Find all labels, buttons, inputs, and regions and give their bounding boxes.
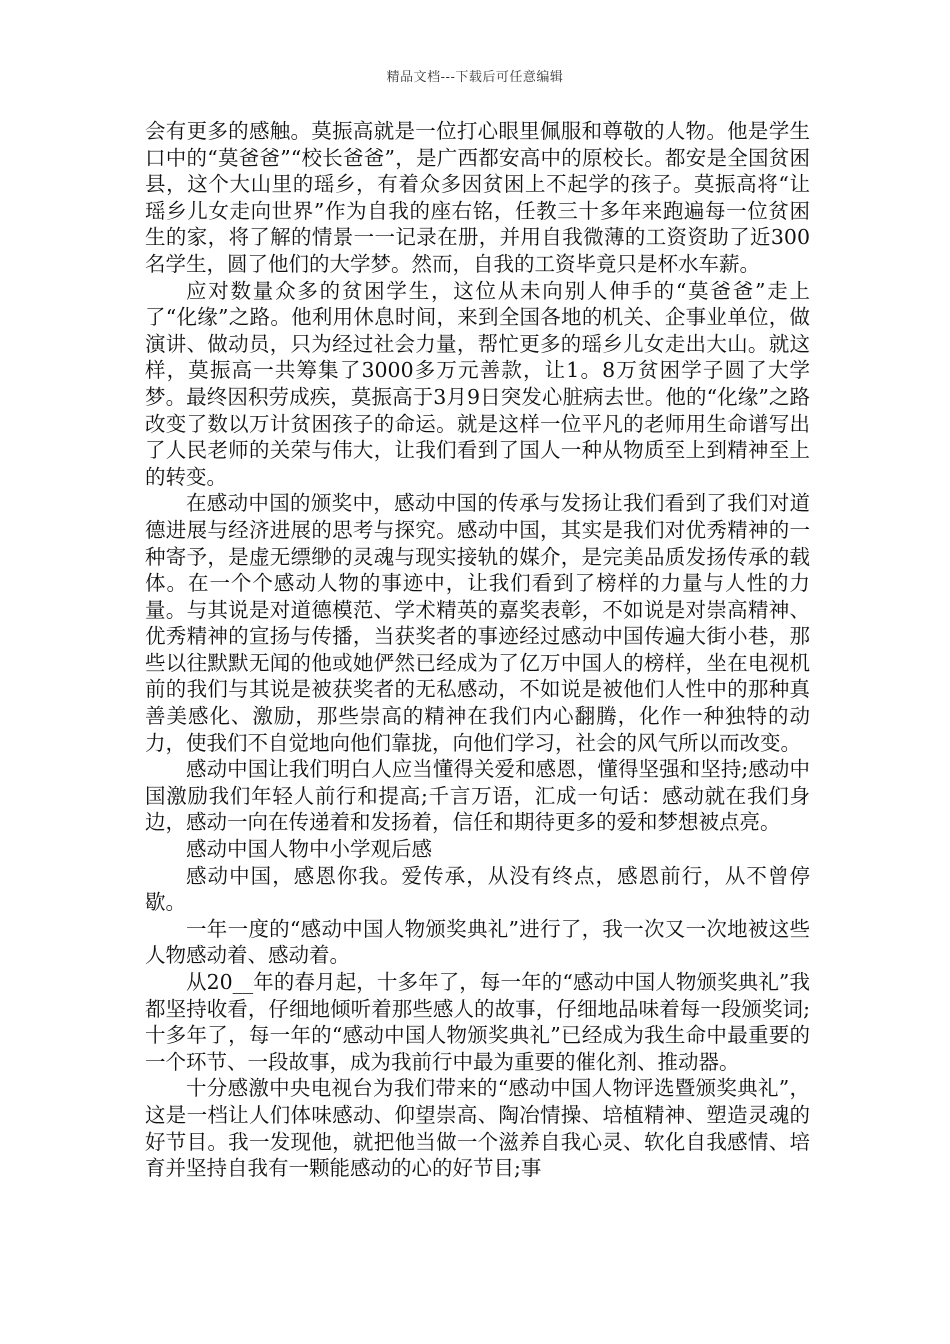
paragraph: 会有更多的感触。莫振高就是一位打心眼里佩服和尊敬的人物。他是学生口中的“莫爸爸”“校长爸爸”，是广西都安高中的原校长。都安是全国贫困县，这个大山里的瑶乡，有着众多因贫困上不起学的孩子。莫振高将“让瑶乡儿女走向世界”作为自我的座右铭，任教三十多年来跑遍每一位贫困生的家，将了解的情景一一记录在册，并用自我微薄的工资资助了近300名学生，圆了他们的大学梦。然而，自我的工资毕竟只是杯水车薪。 — [145, 119, 810, 276]
paragraph: 十分感激中央电视台为我们带来的“感动中国人物评选暨颁奖典礼”，这是一档让人们体味感动、仰望崇高、陶冶情操、培植精神、塑造灵魂的好节目。我一发现他，就把他当做一个滋养自我心灵、软化自我感情、培育并坚持自我有一颗能感动的心的好节目;事 — [145, 1076, 810, 1181]
page-header: 精品文档---下载后可任意编辑 — [386, 70, 564, 85]
paragraph: 应对数量众多的贫困学生，这位从未向别人伸手的“莫爸爸”走上了“化缘”之路。他利用休息时间，来到全国各地的机关、企事业单位，做演讲、做动员，只为经过社会力量，帮忙更多的瑶乡儿女走出大山。就这样，莫振高一共筹集了3000多万元善款，让1。8万贫困学子圆了大学梦。最终因积劳成疾，莫振高于3月9日突发心脏病去世。他的“化缘”之路改变了数以万计贫困孩子的命运。就是这样一位平凡的老师用生命谱写出了人民老师的关荣与伟大，让我们看到了国人一种从物质至上到精神至上的转变。 — [145, 278, 810, 489]
paragraph: 感动中国让我们明白人应当懂得关爱和感恩，懂得坚强和坚持;感动中国激励我们年轻人前行和提高;千言万语，汇成一句话：感动就在我们身边，感动一向在传递着和发扬着，信任和期待更多的爱和梦想被点亮。 — [145, 757, 810, 835]
paragraph: 从20__年的春月起，十多年了，每一年的“感动中国人物颁奖典礼”我都坚持收看，仔细地倾听着那些感人的故事，仔细地品味着每一段颁奖词;十多年了，每一年的“感动中国人物颁奖典礼”已经成为我生命中最重要的一个环节、一段故事，成为我前行中最为重要的催化剂、推动器。 — [145, 970, 810, 1074]
paragraph: 感动中国，感恩你我。爱传承，从没有终点，感恩前行，从不曾停歇。 — [145, 863, 810, 915]
section-heading: 感动中国人物中小学观后感 — [186, 837, 432, 862]
paragraph: 一年一度的“感动中国人物颁奖典礼”进行了，我一次又一次地被这些人物感动着、感动着。 — [145, 916, 810, 968]
document-body — [145, 118, 810, 1182]
paragraph: 在感动中国的颁奖中，感动中国的传承与发扬让我们看到了我们对道德进展与经济进展的思考与探究。感动中国，其实是我们对优秀精神的一种寄予，是虚无缥缈的灵魂与现实接轨的媒介，是完美品质发扬传承的载体。在一个个感动人物的事迹中，让我们看到了榜样的力量与人性的力量。与其说是对道德模范、学术精英的嘉奖表彰，不如说是对崇高精神、优秀精神的宣扬与传播，当获奖者的事迹经过感动中国传遍大街小巷，那些以往默默无闻的他或她俨然已经成为了亿万中国人的榜样，坐在电视机前的我们与其说是被获奖者的无私感动，不如说是被他们人性中的那种真善美感化、激励，那些崇高的精神在我们内心翻腾，化作一种独特的动力，使我们不自觉地向他们靠拢，向他们学习，社会的风气所以而改变。 — [145, 491, 810, 755]
